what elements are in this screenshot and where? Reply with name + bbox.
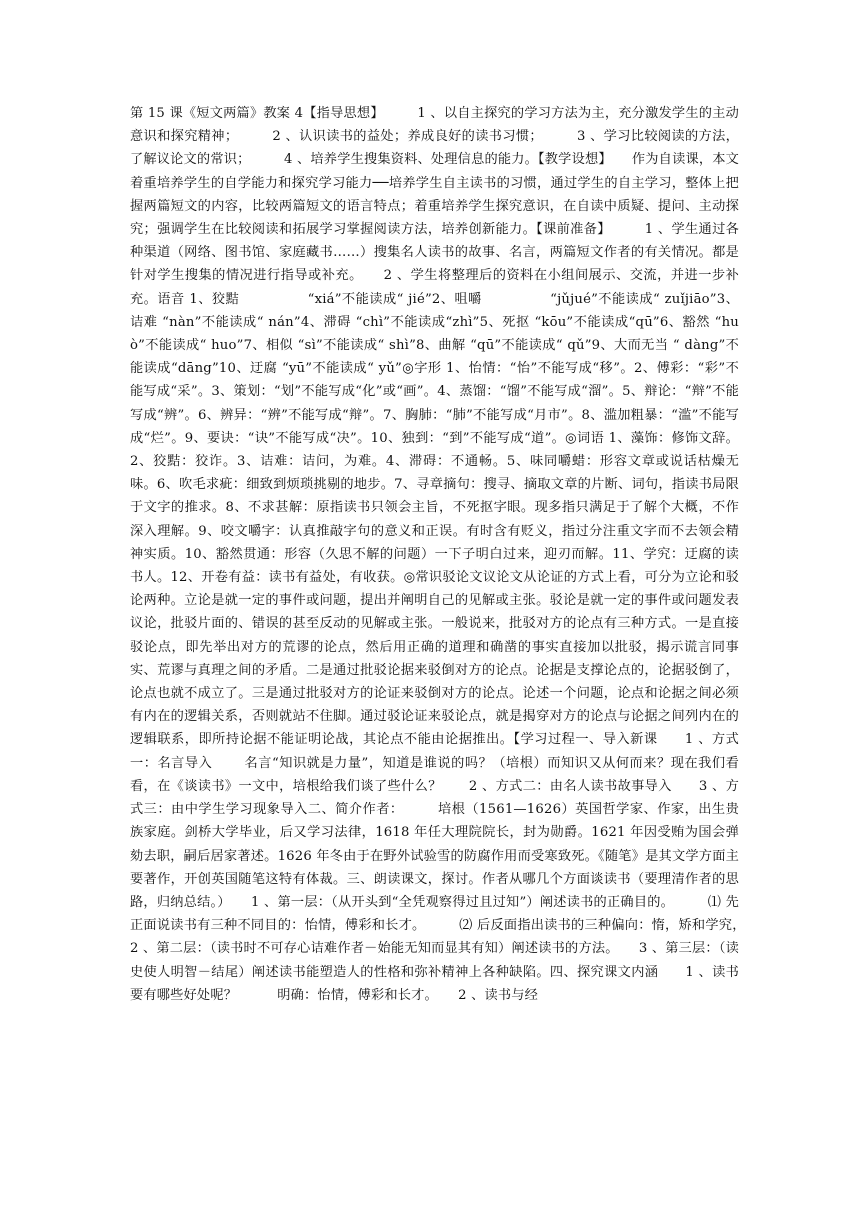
lesson-plan-body-text: 第 15 课《短文两篇》教案 4【指导思想】 1 、以自主探究的学习方法为主，充分激发学生的主动意识和探究精神； 2 、认识读书的益处；养成良好的读书习惯； 3 、学习比较阅读的方法，了解议论文的常识； 4 、培养学生搜集资料、处理信息的能力。【教学设想】 作为自读课，本文着重培养学生的自学能力和探究学习能力──培养学生自主读书的习惯，通过学生的自主学习，整体上把握两篇短文的内容，比较两篇短文的语言特点；着重培养学生探究意识，在自读中质疑、提问、主动探究；强调学生在比较阅读和拓展学习掌握阅读方法，培养创新能力。【课前准备】 1 、学生通过各种渠道（网络、图书馆、家庭藏书……）搜集名人读书的故事、名言，两篇短文作者的有关情况。都是针对学生搜集的情况进行指导或补充。 2 、学生将整理后的资料在小组间展示、交流，并进一步补充。语音 1、狡黠 “xiá”不能读成“ jié”2、咀嚼 “jǔjué”不能读成“ zuǐjiāo”3、诘难 “nàn”不能读成“ nán”4、滞碍 “chì”不能读成“zhì”5、死抠 “kōu”不能读成“qū”6、豁然 “huò”不能读成“ huo”7、相似 “sì”不能读成“ shì”8、曲解 “qū”不能读成“ qǔ”9、大而无当 “ dàng”不能读成“dāng”10、迂腐 “yū”不能读成“ yǔ”◎字形 1、怡情：“怡”不能写成“移”。2、傅彩：“彩”不能写成“采”。3、策划：“划”不能写成“化”或“画”。4、蒸馏：“馏”不能写成“溜”。5、辩论：“辩”不能写成“辨”。6、辨异：“辨”不能写成“辩”。7、胸肺：“肺”不能写成“月市”。8、滥加粗暴：“滥”不能写成“烂”。9、要诀：“诀”不能写成“决”。10、独到：“到”不能写成“道”。◎词语 1、藻饰：修饰文辞。2、狡黠：狡诈。3、诘难：诘问，为难。4、滞碍：不通畅。5、味同嚼蜡：形容文章或说话枯燥无味。6、吹毛求疵：细致到烦琐挑剔的地步。7、寻章摘句：搜寻、摘取文章的片断、词句，指读书局限于文字的推求。8、不求甚解：原指读书只领会主旨，不死抠字眼。现多指只满足于了解个大概，不作深入理解。9、咬文嚼字：认真推敲字句的意义和正误。有时含有贬义，指过分注重文字而不去领会精神实质。10、豁然贯通：形容（久思不解的问题）一下子明白过来，迎刃而解。11、学究：迂腐的读书人。12、开卷有益：读书有益处，有收获。◎常识驳论文议论文从论证的方式上看，可分为立论和驳论两种。立论是就一定的事件或问题，提出并阐明自己的见解或主张。驳论是就一定的事件或问题发表议论，批驳片面的、错误的甚至反动的见解或主张。一般说来，批驳对方的论点有三种方式。一是直接驳论点，即先举出对方的荒谬的论点，然后用正确的道理和确凿的事实直接加以批驳，揭示谎言同事实、荒谬与真理之间的矛盾。二是通过批驳论据来驳倒对方的论点。论据是支撑论点的，论据驳倒了，论点也就不成立了。三是通过批驳对方的论证来驳倒对方的论点。论述一个问题，论点和论据之间必须有内在的逻辑关系，否则就站不住脚。通过驳论证来驳论点，就是揭穿对方的论点与论据之间列内在的逻辑联系，即所持论据不能证明论战，其论点不能由论据推出。【学习过程一、导入新课 1 、方式一：名言导入 名言“知识就是力量”，知道是谁说的吗？（培根）而知识又从何而来？现在我们看看，在《谈读书》一文中，培根给我们谈了些什么？ 2 、方式二：由名人读书故事导入 3 、方式三：由中学生学习现象导入二、简介作者： 培根（1561—1626）英国哲学家、作家，出生贵族家庭。剑桥大学毕业，后又学习法律，1618 年任大理院院长，封为勋爵。1621 年因受贿为国会弹劾去职，嗣后居家著述。1626 年冬由于在野外试验雪的防腐作用而受寒致死。《随笔》是其文学方面主要著作，开创英国随笔这特有体裁。三、朗读课文，探讨。作者从哪几个方面谈读书（要理清作者的思路，归纳总结。） 1 、第一层：（从开头到“全凭观察得过且过知”）阐述读书的正确目的。 ⑴ 先正面说读书有三种不同目的：怡情，傅彩和长才。 ⑵ 后反面指出读书的三种偏向：惰，矫和学究， 2 、第二层：（读书时不可存心诘难作者－始能无知而显其有知）阐述读书的方法。 3 、第三层：（读史使人明智－结尾）阐述读书能塑造人的性格和弥补精神上各种缺陷。四、探究课文内涵 1 、读书要有哪些好处呢？ 明确：怡情，傅彩和长才。 2 、读书与经 [130,106,780,1003]
document-page [130,102,780,1112]
